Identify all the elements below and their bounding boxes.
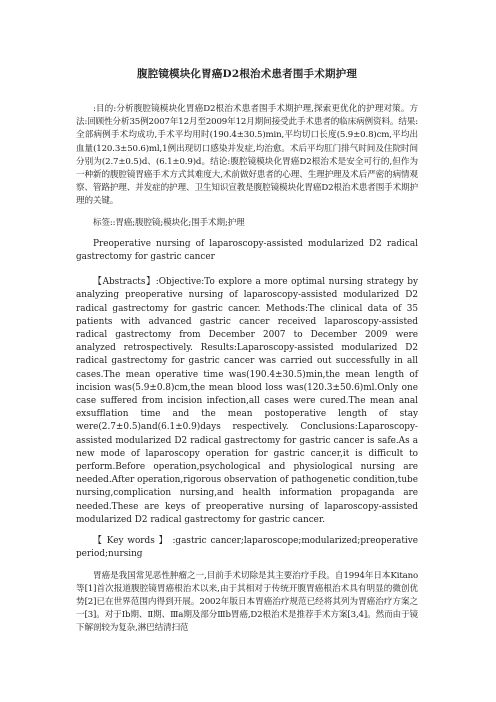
english-keywords: 【 Key words 】 :gastric cancer;laparoscope;modularized;preoperative period;nursing [76, 536, 418, 560]
document-page [76, 66, 418, 636]
body-paragraph: 胃癌是我国常见恶性肿瘤之一,目前手术切除是其主要治疗手段。自1994年日本Kitano等[1]首次报道腹腔镜胃癌根治术以来,由于其相对于传统开腹胃癌根治术具有明显的微创优势[2]已在世界范围内得到开展。2002年版日本胃癌治疗规范已经将其列为胃癌治疗方案之一[3]。对于Ⅰb期、Ⅱ期、Ⅲa期及部分Ⅲb胃癌,D2根治术是推荐手术方案[3,4]。然而由于镜下解剖较为复杂,淋巴结清扫范 [76, 570, 418, 634]
english-title: Preoperative nursing of laparoscopy-assisted modularized D2 radical gastrectomy for gastric cancer [76, 238, 418, 263]
article-title: 腹腔镜模块化胃癌D2根治术患者围手术期护理 [136, 68, 358, 80]
english-abstract: 【Abstracts】:Objective:To explore a more optimal nursing strategy by analyzing preoperative nursing of laparoscopy-assisted modularized D2 radical gastrectomy for gastric cancer. Methods:The clinical data of 35 patients with advanced gastric cancer received laparoscopy-assisted radical gastrectomy from December 2007 to December 2009 were analyzed retrospectively. Results:Laparoscopy-assisted modularized D2 radical gastrectomy for gastric cancer was carried out successfully in all cases.The mean operative time was(190.4±30.5)min,the mean length of incision was(5.9±0.8)cm,the mean blood loss was(120.3±50.6)ml.Only one case suffered from incision infection,all cases were cured.The mean anal exsufflation time and the mean postoperative length of stay were(2.7±0.5)and(6.1±0.9)days respectively. Conclusions:Laparoscopy-assisted modularized D2 radical gastrectomy for gastric cancer is safe.As a new mode of laparoscopy operation for gastric cancer,it is difficult to perform.Before operation,psychological and physiological nursing are needed.After operation,rigorous observation of pathogenetic condition,tube nursing,complication nursing,and health information propaganda are needed.These are keys of preoperative nursing of laparoscopy-assisted modularized D2 radical gastrectomy for gastric cancer. [76, 277, 418, 525]
chinese-abstract: :目的:分析腹腔镜模块化胃癌D2根治术患者围手术期护理,探索更优化的护理对策。方法:回顾性分析35例2007年12月至2009年12月期间接受此手术患者的临床病例资料。结果:全部病例手术均成功,手术平均用时(190.4±30.5)min,平均切口长度(5.9±0.8)cm,平均出血量(120.3±50.6)ml,1例出现切口感染并发症,均治愈。术后平均肛门排气时间及住院时间分别为(2.7±0.5)d、(6.1±0.9)d。结论:腹腔镜模块化胃癌D2根治术是安全可行的,但作为一种新的腹腔镜胃癌手术方式其难度大,术前做好患者的心理、生理护理及术后严密的病情观察、管路护理、并发症的护理、卫生知识宣教是腹腔镜模块化胃癌D2根治术患者围手术期护理的关键。 [76, 104, 418, 207]
chinese-keywords: 标签::胃癌;腹腔镜;模块化;围手术期;护理 [93, 217, 245, 228]
